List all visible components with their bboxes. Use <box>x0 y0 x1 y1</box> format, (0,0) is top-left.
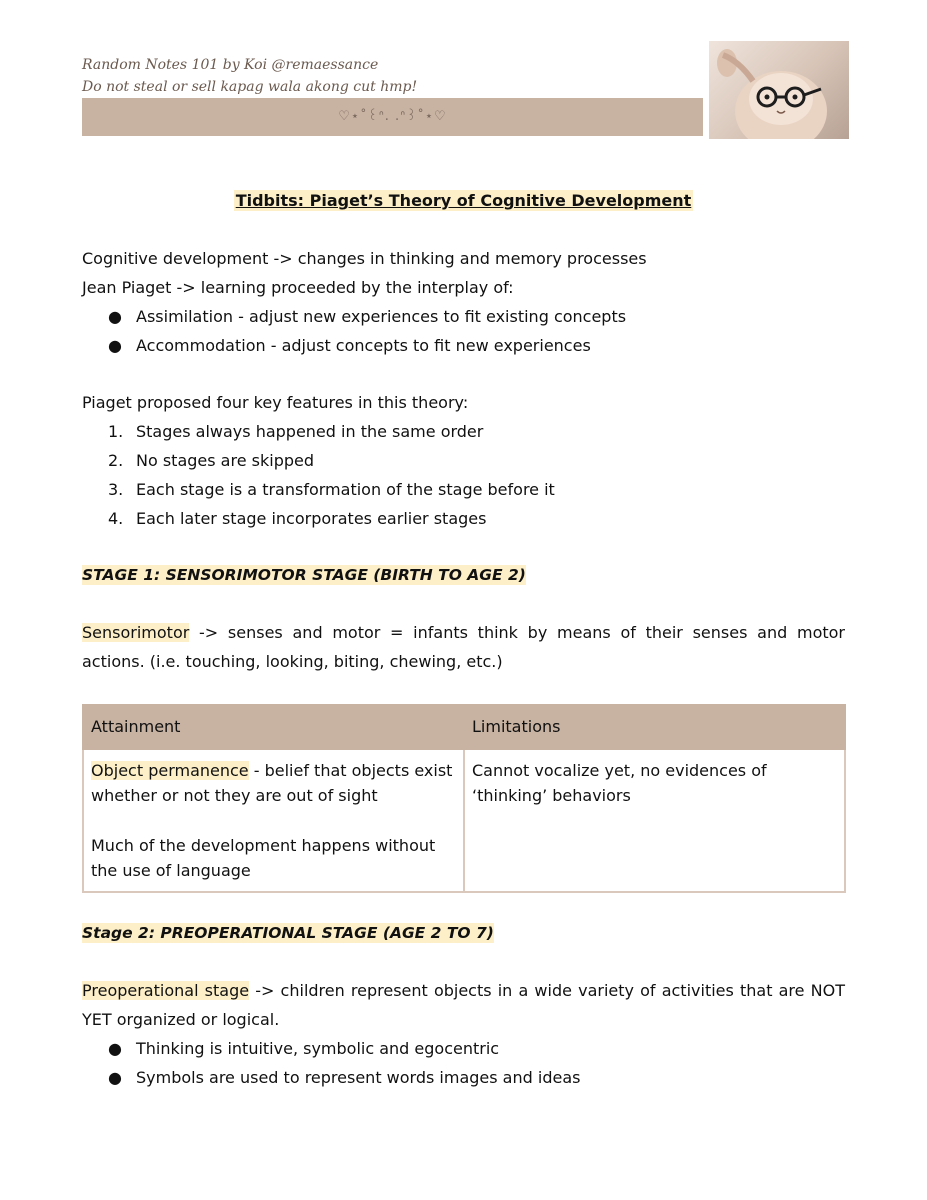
hamster-illustration <box>709 41 849 139</box>
bullet-icon: ● <box>108 307 122 326</box>
attainment-cell: Object permanence - belief that objects exist whether or not they are out of sight Much of the development happens without the use of language <box>83 749 464 892</box>
highlighted-term: Preoperational stage <box>82 981 250 1000</box>
stage-1-description: Sensorimotor -> senses and motor = infants think by means of their senses and motor actions. (i.e. touching, looking, biting, chewing, etc.) <box>82 623 845 671</box>
limitations-cell: Cannot vocalize yet, no evidences of ‘thinking’ behaviors <box>464 749 845 892</box>
table-header-limitations: Limitations <box>464 705 845 749</box>
intro-line-2: Jean Piaget -> learning proceeded by the interplay of: <box>82 278 514 297</box>
stage-1-table <box>82 704 846 893</box>
bullet-icon: ● <box>108 336 122 355</box>
header-notice: Do not steal or sell kapag wala akong cut hmp! <box>82 79 418 95</box>
features-lead: Piaget proposed four key features in this theory: <box>82 393 469 412</box>
page-title: Tidbits: Piaget’s Theory of Cognitive Development <box>235 191 692 210</box>
stage-2-heading: Stage 2: PREOPERATIONAL STAGE (AGE 2 TO 7) <box>82 924 494 942</box>
highlighted-term: Sensorimotor <box>82 623 190 642</box>
bullet-icon: ● <box>108 1039 122 1058</box>
highlighted-term: Object permanence <box>91 761 249 780</box>
page-header <box>82 54 417 98</box>
table-row <box>83 749 845 892</box>
table-header-attainment: Attainment <box>83 705 464 749</box>
header-banner: ♡⋆˚꒰ᐢ. .ᐢ꒱˚⋆♡ <box>82 98 703 136</box>
stage-2-description: Preoperational stage -> children represent objects in a wide variety of activities that are NOT YET organized or logical. <box>82 981 845 1029</box>
stage-1-heading: STAGE 1: SENSORIMOTOR STAGE (BIRTH TO AGE 2) <box>82 566 526 584</box>
header-credit: Random Notes 101 by Koi @remaessance <box>82 57 379 73</box>
bullet-icon: ● <box>108 1068 122 1087</box>
intro-line-1: Cognitive development -> changes in thinking and memory processes <box>82 249 647 268</box>
table-header-row <box>83 705 845 749</box>
hamster-with-glasses-photo <box>709 41 849 139</box>
